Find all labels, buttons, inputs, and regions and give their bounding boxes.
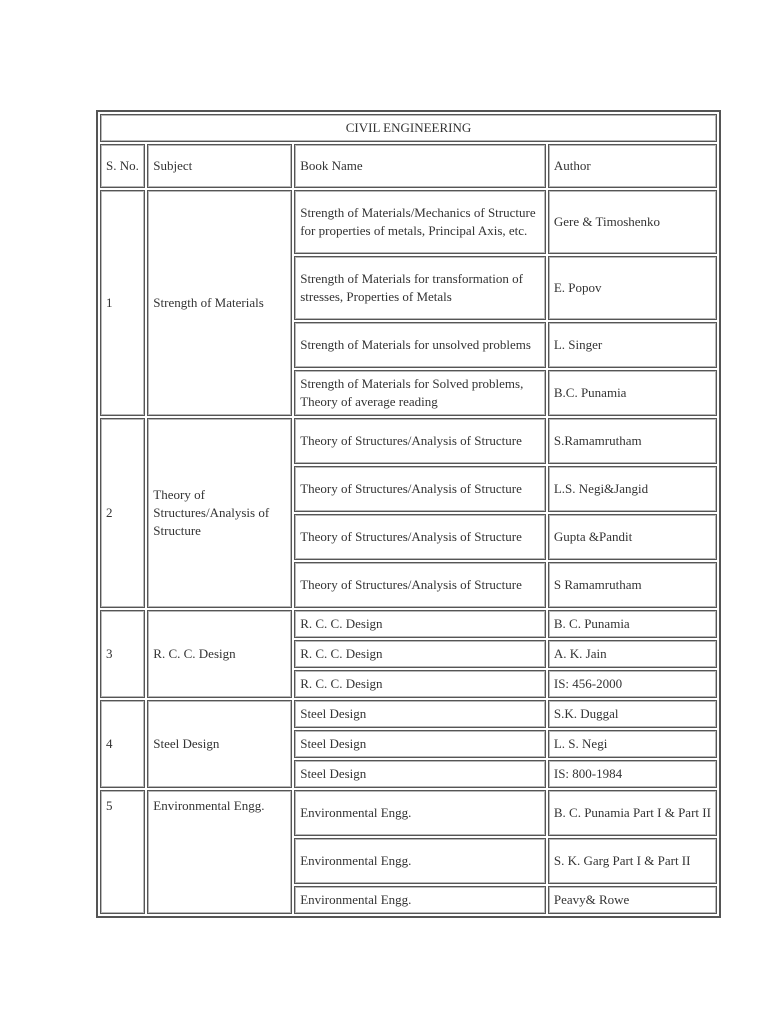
book-name-cell: Environmental Engg.	[294, 886, 546, 914]
book-name-cell: Strength of Materials for transformation of stresses, Properties of Metals	[294, 256, 546, 320]
header-book-name: Book Name	[294, 144, 546, 188]
table-title-row	[100, 114, 717, 142]
author-cell: B.C. Punamia	[548, 370, 717, 416]
book-name-cell: Theory of Structures/Analysis of Structure	[294, 466, 546, 512]
table-row	[100, 790, 717, 836]
serial-number: 5	[100, 790, 145, 914]
book-name-cell: Theory of Structures/Analysis of Structure	[294, 514, 546, 560]
table-row	[100, 700, 717, 728]
author-cell: L. S. Negi	[548, 730, 717, 758]
book-name-cell: R. C. C. Design	[294, 610, 546, 638]
subject-cell: Strength of Materials	[147, 190, 292, 416]
header-author: Author	[548, 144, 717, 188]
book-name-cell: R. C. C. Design	[294, 670, 546, 698]
table-row	[100, 190, 717, 254]
table-header-row	[100, 144, 717, 188]
author-cell: S Ramamrutham	[548, 562, 717, 608]
book-name-cell: Steel Design	[294, 730, 546, 758]
book-name-cell: R. C. C. Design	[294, 640, 546, 668]
author-cell: B. C. Punamia	[548, 610, 717, 638]
subject-cell: Steel Design	[147, 700, 292, 788]
header-sno: S. No.	[100, 144, 145, 188]
book-name-cell: Theory of Structures/Analysis of Structure	[294, 562, 546, 608]
book-name-cell: Strength of Materials/Mechanics of Structure for properties of metals, Principal Axis, etc.	[294, 190, 546, 254]
author-cell: S.K. Duggal	[548, 700, 717, 728]
book-name-cell: Theory of Structures/Analysis of Structure	[294, 418, 546, 464]
book-name-cell: Steel Design	[294, 700, 546, 728]
author-cell: A. K. Jain	[548, 640, 717, 668]
author-cell: L. Singer	[548, 322, 717, 368]
header-subject: Subject	[147, 144, 292, 188]
table-row	[100, 610, 717, 638]
serial-number: 1	[100, 190, 145, 416]
author-cell: S.Ramamrutham	[548, 418, 717, 464]
book-name-cell: Environmental Engg.	[294, 790, 546, 836]
serial-number: 3	[100, 610, 145, 698]
author-cell: L.S. Negi&Jangid	[548, 466, 717, 512]
author-cell: E. Popov	[548, 256, 717, 320]
subject-cell: R. C. C. Design	[147, 610, 292, 698]
author-cell: S. K. Garg Part I & Part II	[548, 838, 717, 884]
book-name-cell: Environmental Engg.	[294, 838, 546, 884]
author-cell: Peavy& Rowe	[548, 886, 717, 914]
author-cell: IS: 800-1984	[548, 760, 717, 788]
author-cell: Gupta &Pandit	[548, 514, 717, 560]
table-title: CIVIL ENGINEERING	[100, 114, 717, 142]
subject-cell: Theory of Structures/Analysis of Structure	[147, 418, 292, 608]
author-cell: B. C. Punamia Part I & Part II	[548, 790, 717, 836]
serial-number: 4	[100, 700, 145, 788]
author-cell: IS: 456-2000	[548, 670, 717, 698]
table-row	[100, 418, 717, 464]
civil-engineering-book-table	[96, 110, 721, 918]
author-cell: Gere & Timoshenko	[548, 190, 717, 254]
book-name-cell: Steel Design	[294, 760, 546, 788]
book-name-cell: Strength of Materials for unsolved problems	[294, 322, 546, 368]
serial-number: 2	[100, 418, 145, 608]
subject-cell: Environmental Engg.	[147, 790, 292, 914]
book-name-cell: Strength of Materials for Solved problems, Theory of average reading	[294, 370, 546, 416]
